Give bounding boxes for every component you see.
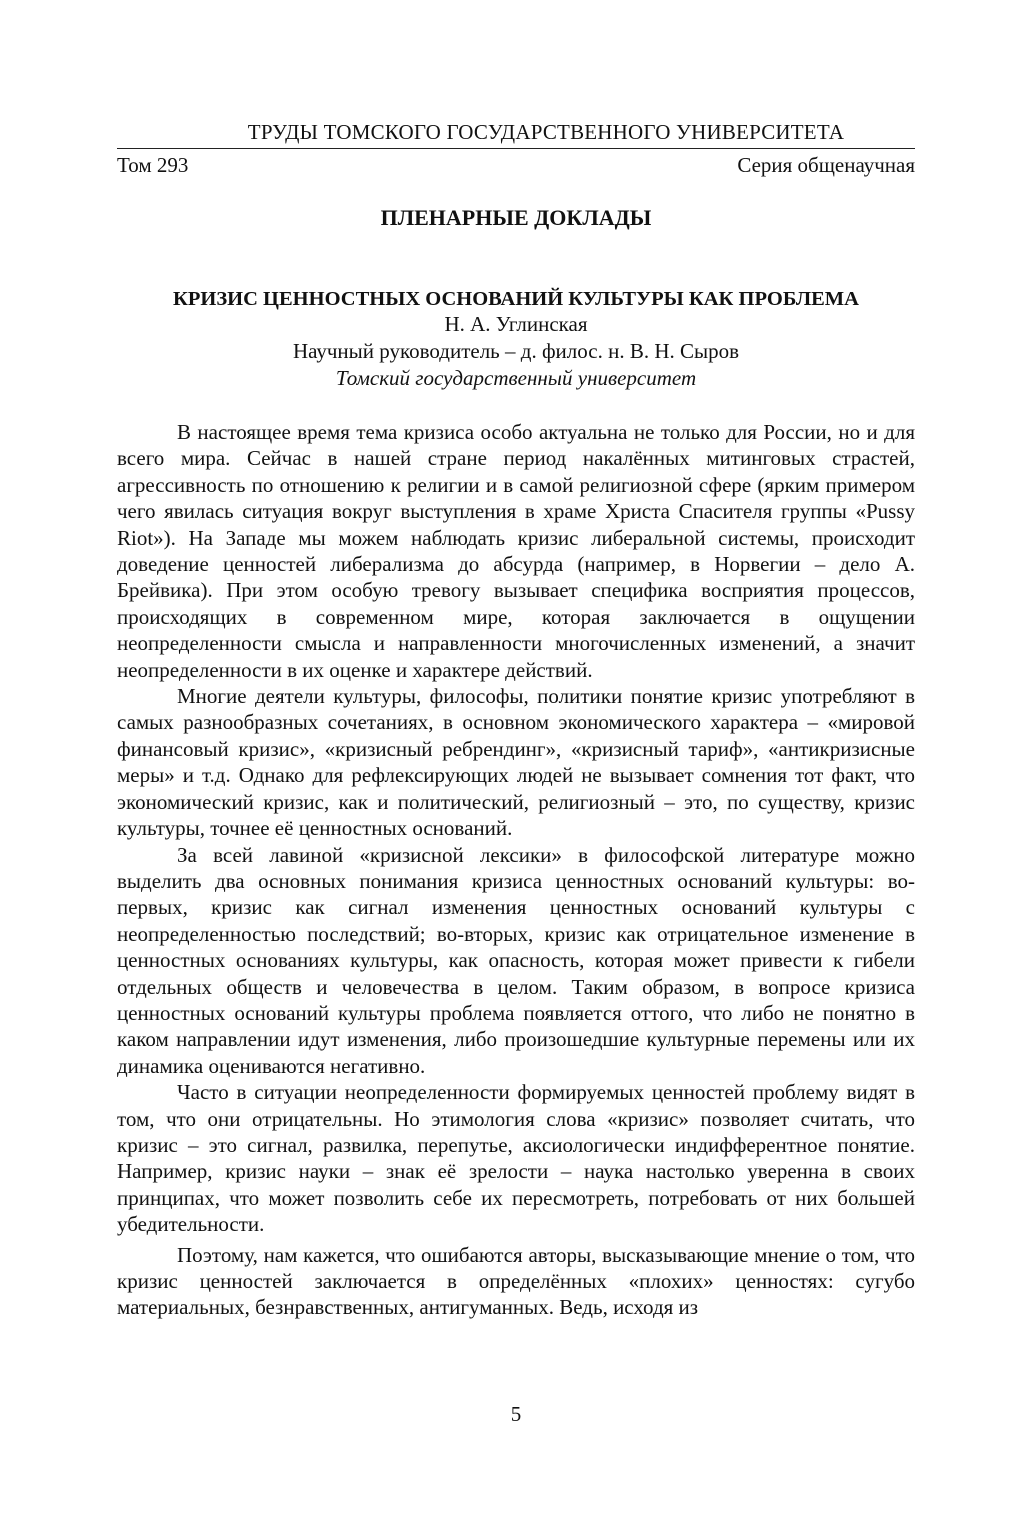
- body-paragraph: Часто в ситуации неопределенности формируемых ценностей проблему видят в том, что они отрицательны. Но этимология слова «кризис» позволяет считать, что кризис – это сигнал, развилка, перепутье, аксиологически индифферентное понятие. Например, кризис науки – знак её зрелости – наука настолько уверенна в своих принципах, что может позволить себе их пересмотреть, потребовать от них большей убедительности.: [117, 1080, 915, 1237]
- author-affiliation: Томский государственный университет: [335, 366, 697, 390]
- body-paragraph: За всей лавиной «кризисной лексики» в философской литературе можно выделить два основных понимания кризиса ценностных оснований культуры: во-первых, кризис как сигнал изменения ценностных оснований культуры с неопределенностью последствий; во-вторых, кризис как отрицательное изменение в ценностных основаниях культуры, как опасность, которая может привести к гибели отдельных обществ и человечества в целом. Таким образом, в вопросе кризиса ценностных оснований культуры проблема появляется оттого, что либо не понятно в каком направлении идут изменения, либо произошедшие культурные перемены или их динамика оцениваются негативно.: [117, 842, 915, 1078]
- body-paragraph: Поэтому, нам кажется, что ошибаются авторы, высказывающие мнение о том, что кризис ценностей заключается в определённых «плохих» ценностях: сугубо материальных, безнравственных, антигуманных. Ведь, исходя из: [117, 1242, 915, 1320]
- section-title: ПЛЕНАРНЫЕ ДОКЛАДЫ: [380, 205, 652, 230]
- scientific-advisor: Научный руководитель – д. филос. н. В. Н. Сыров: [292, 339, 740, 363]
- page-number: 5: [510, 1402, 522, 1426]
- header-divider: [117, 148, 915, 149]
- article-body: [117, 419, 915, 1321]
- series-name: Серия общенаучная: [737, 153, 915, 177]
- body-paragraph: Многие деятели культуры, философы, политики понятие кризис употребляют в самых разнообразных сочетаниях, в основном экономического характера – «мировой финансовый кризис», «кризисный ребрендинг», «кризисный тариф», «антикризисные меры» и т.д. Однако для рефлексирующих людей не вызывает сомнения тот факт, что экономический кризис, как и политический, религиозный – это, по существу, кризис культуры, точнее её ценностных оснований.: [117, 684, 915, 841]
- article-title: КРИЗИС ЦЕННОСТНЫХ ОСНОВАНИЙ КУЛЬТУРЫ КАК ПРОБЛЕМА: [173, 288, 859, 310]
- journal-title: ТРУДЫ ТОМСКОГО ГОСУДАРСТВЕННОГО УНИВЕРСИТЕТА: [247, 120, 845, 144]
- body-paragraph: В настоящее время тема кризиса особо актуальна не только для России, но и для всего мира. Сейчас в нашей стране период накалённых митинговых страстей, агрессивность по отношению к религии и в самой религиозной сфере (ярким примером чего явилась ситуация вокруг выступления в храме Христа Спасителя группы «Pussy Riot»). На Западе мы можем наблюдать кризис либеральной системы, происходит доведение ценностей либерализма до абсурда (например, в Норвегии – дело А. Брейвика). При этом особую тревогу вызывает специфика восприятия процессов, происходящих в современном мире, которая заключается в ощущении неопределенности смысла и направленности многочисленных изменений, а значит неопределенности в их оценке и характере действий.: [117, 420, 915, 682]
- article-author: Н. А. Углинская: [444, 312, 588, 336]
- volume-number: Том 293: [117, 153, 189, 177]
- document-page: [117, 0, 915, 1536]
